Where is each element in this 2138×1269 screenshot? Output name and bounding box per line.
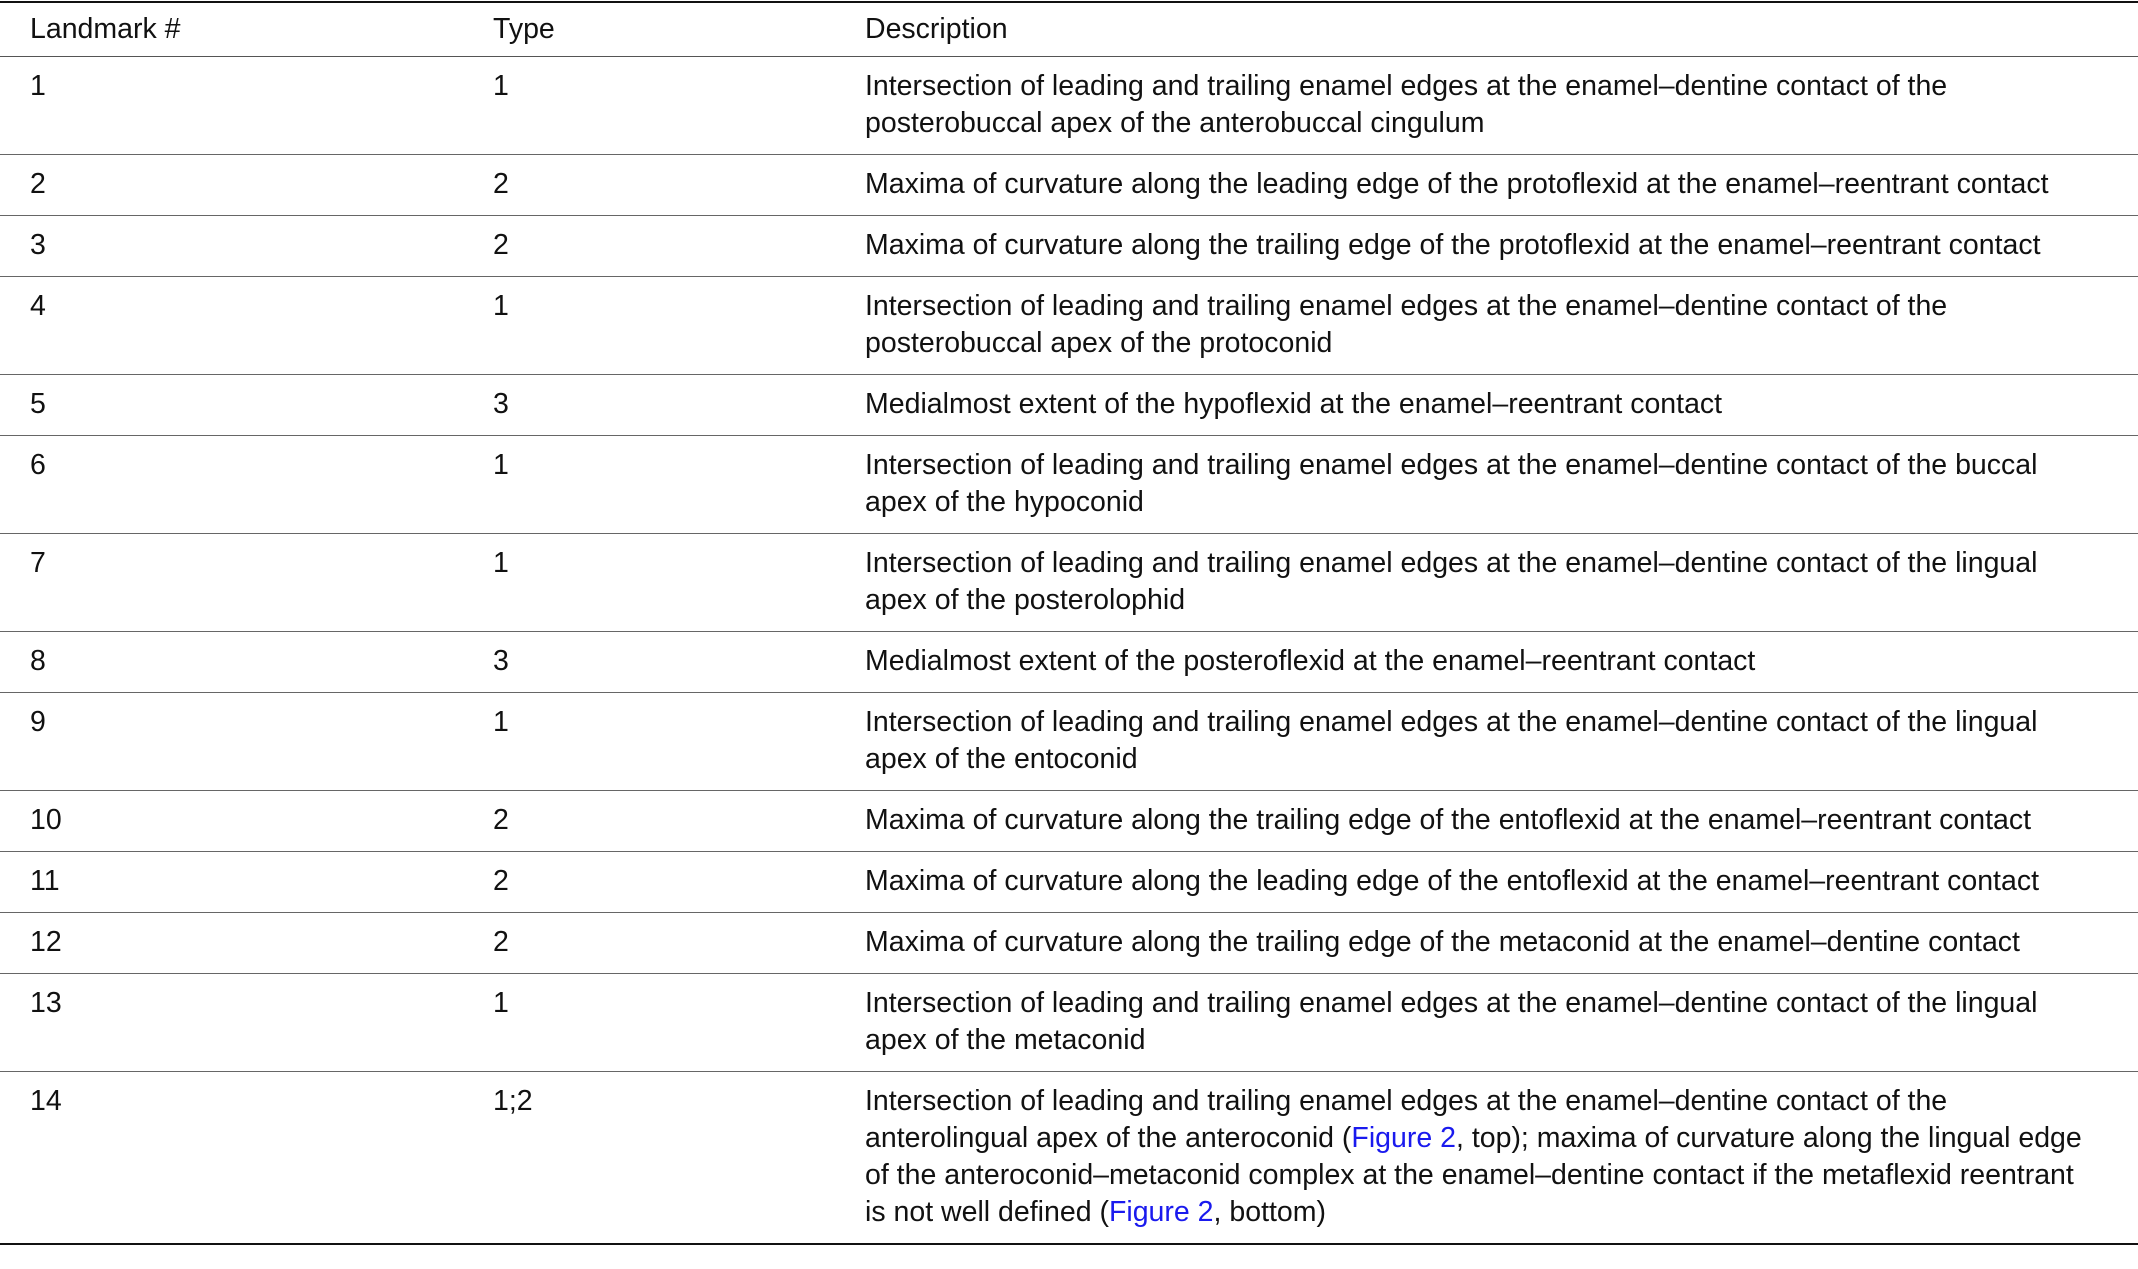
cell-description: Maxima of curvature along the trailing edge of the entoflexid at the enamel–reentrant contact bbox=[865, 791, 2138, 852]
header-row bbox=[0, 2, 2138, 57]
cell-description: Maxima of curvature along the trailing edge of the protoflexid at the enamel–reentrant contact bbox=[865, 216, 2138, 277]
cell-landmark: 7 bbox=[0, 534, 380, 632]
cell-landmark: 4 bbox=[0, 277, 380, 375]
cell-type: 1 bbox=[380, 974, 865, 1072]
cell-description: Medialmost extent of the hypoflexid at the enamel–reentrant contact bbox=[865, 375, 2138, 436]
cell-description: Medialmost extent of the posteroflexid at the enamel–reentrant contact bbox=[865, 632, 2138, 693]
cell-landmark: 11 bbox=[0, 852, 380, 913]
table-row bbox=[0, 216, 2138, 277]
cell-landmark: 3 bbox=[0, 216, 380, 277]
description-text: , top); maxima of curvature along the lingual edge of the anteroconid–metaconid complex at the enamel–dentine contact if the metaflexid reentrant is not well defined ( bbox=[865, 1122, 2082, 1228]
cell-landmark: 13 bbox=[0, 974, 380, 1072]
table-row bbox=[0, 791, 2138, 852]
table-row bbox=[0, 277, 2138, 375]
cell-landmark: 5 bbox=[0, 375, 380, 436]
cell-type: 3 bbox=[380, 632, 865, 693]
header-type: Type bbox=[380, 2, 865, 57]
figure-2-link[interactable]: Figure 2 bbox=[1351, 1122, 1456, 1154]
cell-type: 2 bbox=[380, 791, 865, 852]
figure-2-link[interactable]: Figure 2 bbox=[1108, 1196, 1214, 1228]
cell-landmark: 12 bbox=[0, 913, 380, 974]
cell-type: 2 bbox=[380, 913, 865, 974]
cell-type: 2 bbox=[380, 155, 865, 216]
table-row bbox=[0, 57, 2138, 155]
cell-description: Maxima of curvature along the leading edge of the entoflexid at the enamel–reentrant contact bbox=[865, 852, 2138, 913]
cell-type: 3 bbox=[380, 375, 865, 436]
table-row bbox=[0, 534, 2138, 632]
header-landmark: Landmark # bbox=[0, 2, 380, 57]
description-text: Intersection of leading and trailing enamel edges at the enamel–dentine contact of the anterolingual apex of the anteroconid ( bbox=[865, 1085, 1948, 1154]
cell-description: Intersection of leading and trailing enamel edges at the enamel–dentine contact of the lingual apex of the posterolophid bbox=[865, 534, 2138, 632]
cell-description: Maxima of curvature along the leading edge of the protoflexid at the enamel–reentrant contact bbox=[865, 155, 2138, 216]
table-body bbox=[0, 57, 2138, 1245]
table-row bbox=[0, 375, 2138, 436]
cell-landmark: 9 bbox=[0, 693, 380, 791]
cell-type: 2 bbox=[380, 216, 865, 277]
cell-type: 1 bbox=[380, 534, 865, 632]
cell-description: Intersection of leading and trailing enamel edges at the enamel–dentine contact of the buccal apex of the hypoconid bbox=[865, 436, 2138, 534]
header-description: Description bbox=[865, 2, 2138, 57]
cell-type: 1;2 bbox=[380, 1072, 865, 1245]
table-row bbox=[0, 1072, 2138, 1245]
description-text: , bottom) bbox=[1213, 1196, 1326, 1228]
cell-description: Intersection of leading and trailing enamel edges at the enamel–dentine contact of the lingual apex of the metaconid bbox=[865, 974, 2138, 1072]
table-row bbox=[0, 974, 2138, 1072]
cell-landmark: 14 bbox=[0, 1072, 380, 1245]
cell-description bbox=[865, 1072, 2138, 1245]
cell-description: Intersection of leading and trailing enamel edges at the enamel–dentine contact of the posterobuccal apex of the anterobuccal cingulum bbox=[865, 57, 2138, 155]
cell-type: 1 bbox=[380, 693, 865, 791]
table-row bbox=[0, 632, 2138, 693]
cell-landmark: 2 bbox=[0, 155, 380, 216]
table-header bbox=[0, 2, 2138, 57]
cell-description: Maxima of curvature along the trailing edge of the metaconid at the enamel–dentine contact bbox=[865, 913, 2138, 974]
cell-type: 1 bbox=[380, 277, 865, 375]
cell-type: 1 bbox=[380, 57, 865, 155]
cell-description: Intersection of leading and trailing enamel edges at the enamel–dentine contact of the lingual apex of the entoconid bbox=[865, 693, 2138, 791]
table-row bbox=[0, 852, 2138, 913]
table-row bbox=[0, 436, 2138, 534]
cell-landmark: 8 bbox=[0, 632, 380, 693]
table-row bbox=[0, 155, 2138, 216]
cell-description: Intersection of leading and trailing enamel edges at the enamel–dentine contact of the posterobuccal apex of the protoconid bbox=[865, 277, 2138, 375]
landmark-table bbox=[0, 1, 2138, 1245]
cell-landmark: 10 bbox=[0, 791, 380, 852]
table-row bbox=[0, 913, 2138, 974]
cell-landmark: 1 bbox=[0, 57, 380, 155]
cell-type: 1 bbox=[380, 436, 865, 534]
cell-landmark: 6 bbox=[0, 436, 380, 534]
table-row bbox=[0, 693, 2138, 791]
cell-type: 2 bbox=[380, 852, 865, 913]
